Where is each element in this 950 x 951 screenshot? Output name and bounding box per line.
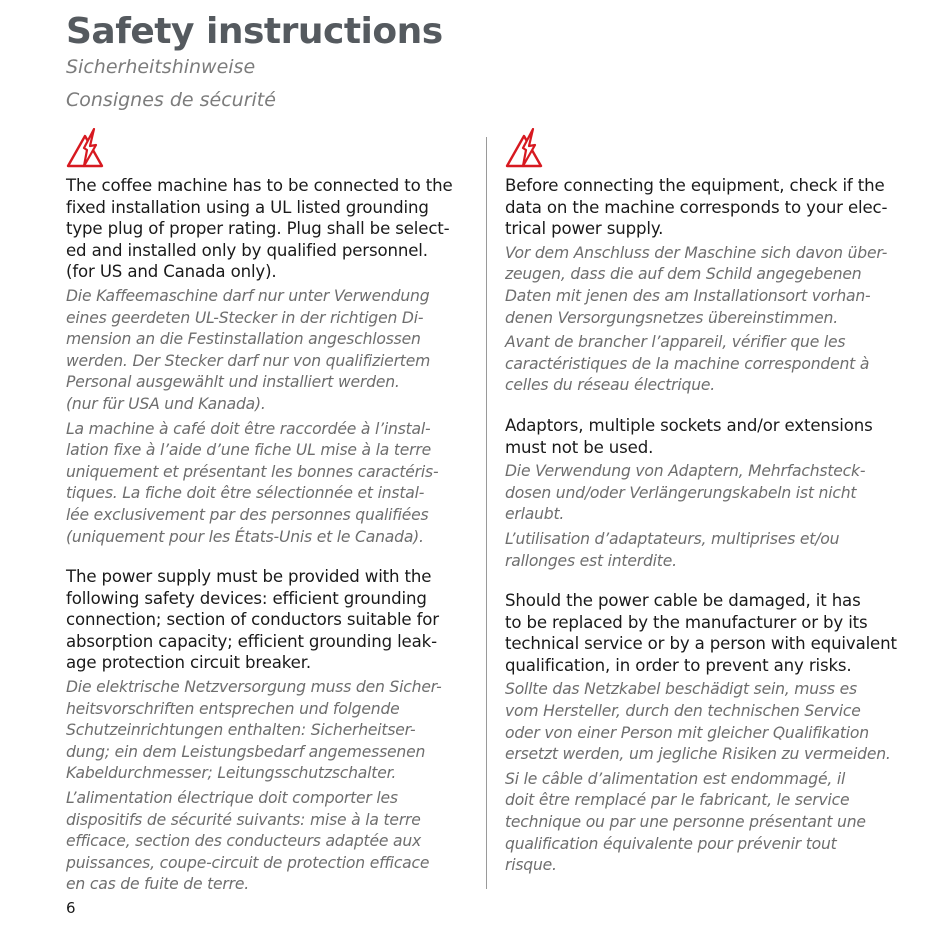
page-number: 6 [66, 899, 76, 917]
instruction-de: Sollte das Netzkabel beschädigt sein, muss es vom Hersteller, durch den technischen Service oder von einer Person mit gleicher Qualifikation ersetzt werden, um jegliche Risiken zu vermeiden. [505, 680, 891, 764]
instruction-de: Vor dem Anschluss der Maschine sich davon über- zeugen, dass die auf dem Schild angegebenen Daten mit jenen des am Installationsort vorhan- denen Versorgungsnetzes übereinstimmen. [505, 243, 888, 327]
electric-hazard-icon [64, 128, 106, 170]
instruction-block [505, 415, 917, 572]
instruction-block [505, 175, 917, 397]
instruction-en: The coffee machine has to be connected to the fixed installation using a UL listed grounding type plug of proper rating. Plug shall be select- ed and installed only by qualified personnel. (for US and Canada only). [66, 176, 453, 282]
left-column [66, 175, 478, 896]
instruction-block [66, 175, 478, 548]
instruction-fr: L’alimentation électrique doit comporter les dispositifs de sécurité suivants: mise à la terre efficace, section des conducteurs adaptée aux puissances, coupe-circuit de protection efficace en cas de fuite de terre. [66, 789, 430, 894]
instruction-de: Die Kaffeemaschine darf nur unter Verwendung eines geerdeten UL-Stecker in der richtigen Di- mension an die Festinstallation angeschlossen werden. Der Stecker darf nur von qualifiziertem Personal ausgewählt und installiert werden. (nur für USA und Kanada). [66, 286, 431, 413]
instruction-fr: La machine à café doit être raccordée à l’instal- lation fixe à l’aide d’une fiche UL mise à la terre uniquement et présentant les bonnes caractéris- tiques. La fiche doit être sélectionnée et instal- lée exclusivement par des personnes qualifiées (uniquement pour les États-Unis et le Canada). [66, 419, 439, 546]
instruction-de: Die Verwendung von Adaptern, Mehrfachsteck- dosen und/oder Verlängerungskabeln ist nicht erlaubt. [505, 462, 866, 524]
instruction-fr: Si le câble d’alimentation est endommagé, il doit être remplacé par le fabricant, le service technique ou par une personne présentant une qualification équivalente pour prévenir tout risque. [505, 769, 866, 875]
instruction-en: The power supply must be provided with the following safety devices: efficient grounding connection; section of conductors suitable for absorption capacity; efficient grounding leak- age protection circuit breaker. [66, 567, 439, 673]
page-subtitle-de: Sicherheitshinweise [66, 56, 256, 78]
column-divider [486, 137, 487, 889]
right-column [505, 175, 917, 877]
instruction-block [66, 566, 478, 896]
page-subtitle-fr: Consignes de sécurité [66, 89, 276, 111]
instruction-de: Die elektrische Netzversorgung muss den Sicher- heitsvorschriften entsprechen und folgende Schutzeinrichtungen enthalten: Sicherheitser- dung; ein dem Leistungsbedarf angemessenen Kabeldurchmesser; Leitungsschutzschalter. [66, 678, 442, 783]
electric-hazard-icon [503, 128, 545, 170]
instruction-en: Before connecting the equipment, check if the data on the machine corresponds to your elec- trical power supply. [505, 176, 888, 239]
instruction-en: Adaptors, multiple sockets and/or extensions must not be used. [505, 415, 873, 457]
page-title: Safety instructions [66, 11, 443, 52]
instruction-fr: L’utilisation d’adaptateurs, multiprises et/ou rallonges est interdite. [505, 529, 840, 570]
instruction-fr: Avant de brancher l’appareil, vérifier que les caractéristiques de la machine correspondent à celles du réseau électrique. [505, 333, 870, 395]
instruction-block [505, 590, 917, 877]
instruction-en: Should the power cable be damaged, it has to be replaced by the manufacturer or by its technical service or by a person with equivalent qualification, in order to prevent any risks. [505, 591, 897, 675]
